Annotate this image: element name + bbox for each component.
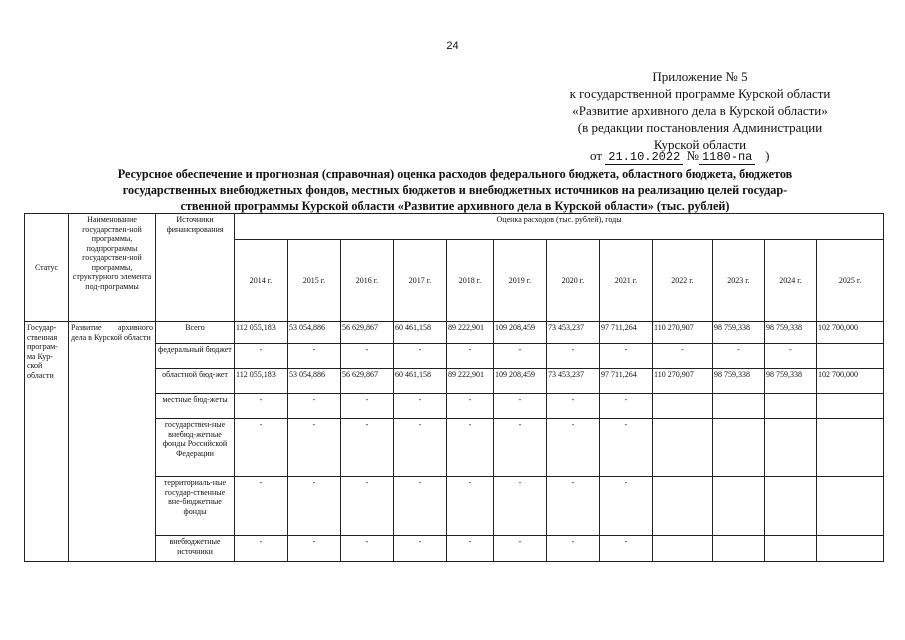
value-cell: - xyxy=(341,394,394,419)
value-cell xyxy=(653,394,713,419)
value-cell xyxy=(713,536,765,562)
value-cell: - xyxy=(547,536,600,562)
value-cell: - xyxy=(394,477,447,536)
value-cell: - xyxy=(394,536,447,562)
value-cell xyxy=(713,477,765,536)
resolution-date: 21.10.2022 xyxy=(605,150,683,165)
value-cell xyxy=(817,536,884,562)
number-prefix: № xyxy=(686,148,699,163)
value-cell xyxy=(653,477,713,536)
value-cell xyxy=(713,394,765,419)
header-sources: Источники финансирования xyxy=(156,214,235,322)
value-cell: - xyxy=(394,394,447,419)
value-cell: - xyxy=(288,344,341,369)
value-cell xyxy=(817,477,884,536)
resolution-date-line xyxy=(590,148,769,164)
header-year: 2023 г. xyxy=(713,240,765,322)
value-cell xyxy=(817,394,884,419)
header-year: 2025 г. xyxy=(817,240,884,322)
appendix-line: (в редакции постановления Администрации xyxy=(577,120,823,135)
source-cell: территориаль-ные государ-ственные вне-бюджетные фонды xyxy=(156,477,235,536)
source-cell: областной бюд-жет xyxy=(156,369,235,394)
appendix-line: Курской области xyxy=(653,137,747,152)
value-cell: 112 055,183 xyxy=(235,369,288,394)
value-cell: - xyxy=(713,344,765,369)
appendix-line: Приложение № 5 xyxy=(652,69,748,84)
value-cell: 53 054,886 xyxy=(288,322,341,344)
value-cell: 102 700,000 xyxy=(817,322,884,344)
source-cell: внебюджетные источники xyxy=(156,536,235,562)
value-cell: - xyxy=(288,419,341,477)
value-cell: 56 629,867 xyxy=(341,322,394,344)
value-cell: - xyxy=(547,477,600,536)
header-year: 2016 г. xyxy=(341,240,394,322)
value-cell: - xyxy=(447,536,494,562)
value-cell: - xyxy=(288,536,341,562)
value-cell: 98 759,338 xyxy=(765,369,817,394)
value-cell: - xyxy=(600,536,653,562)
closing-paren: ) xyxy=(765,148,770,163)
value-cell: 98 759,338 xyxy=(765,322,817,344)
value-cell xyxy=(765,536,817,562)
header-year: 2020 г. xyxy=(547,240,600,322)
value-cell: - xyxy=(447,419,494,477)
value-cell: - xyxy=(394,419,447,477)
table-row xyxy=(25,322,884,344)
value-cell: - xyxy=(494,477,547,536)
value-cell: 73 453,237 xyxy=(547,322,600,344)
title-line: государственных внебюджетных фондов, местных бюджетов и внебюджетных источников на реализацию целей государ- xyxy=(122,183,788,197)
value-cell: - xyxy=(447,477,494,536)
title-line: Ресурсное обеспечение и прогнозная (справочная) оценка расходов федерального бюджета, областного бюджета, бюджетов xyxy=(117,167,793,181)
appendix-header xyxy=(530,68,870,153)
value-cell: - xyxy=(447,394,494,419)
value-cell: - xyxy=(288,394,341,419)
value-cell: - xyxy=(341,536,394,562)
value-cell: - xyxy=(765,344,817,369)
value-cell: - xyxy=(494,344,547,369)
value-cell: 60 461,158 xyxy=(394,322,447,344)
value-cell: - xyxy=(288,477,341,536)
value-cell xyxy=(765,419,817,477)
header-year: 2021 г. xyxy=(600,240,653,322)
value-cell: - xyxy=(341,344,394,369)
value-cell: - xyxy=(235,477,288,536)
value-cell: - xyxy=(653,344,713,369)
value-cell xyxy=(653,419,713,477)
value-cell: 60 461,158 xyxy=(394,369,447,394)
status-cell: Государ-ственная програм-ма Кур-ской области xyxy=(25,322,69,562)
source-cell: Всего xyxy=(156,322,235,344)
value-cell xyxy=(653,536,713,562)
program-name-cell: Развитие архивного дела в Курской области xyxy=(69,322,156,562)
value-cell xyxy=(765,477,817,536)
value-cell: 110 270,907 xyxy=(653,322,713,344)
value-cell: - xyxy=(494,419,547,477)
value-cell: - xyxy=(600,419,653,477)
header-year: 2019 г. xyxy=(494,240,547,322)
value-cell: - xyxy=(341,419,394,477)
value-cell: 110 270,907 xyxy=(653,369,713,394)
date-prefix: от xyxy=(590,148,603,163)
value-cell xyxy=(713,419,765,477)
document-title xyxy=(60,166,850,214)
value-cell: 98 759,338 xyxy=(713,322,765,344)
value-cell: - xyxy=(600,477,653,536)
value-cell: 112 055,183 xyxy=(235,322,288,344)
value-cell: - xyxy=(235,344,288,369)
header-year: 2022 г. xyxy=(653,240,713,322)
value-cell: - xyxy=(547,344,600,369)
value-cell: - xyxy=(235,394,288,419)
value-cell xyxy=(817,419,884,477)
header-year: 2014 г. xyxy=(235,240,288,322)
value-cell: 97 711,264 xyxy=(600,369,653,394)
value-cell xyxy=(765,394,817,419)
value-cell: 56 629,867 xyxy=(341,369,394,394)
value-cell: - xyxy=(547,419,600,477)
value-cell: - xyxy=(235,536,288,562)
value-cell: 53 054,886 xyxy=(288,369,341,394)
value-cell: - xyxy=(341,477,394,536)
source-cell: федеральный бюджет xyxy=(156,344,235,369)
value-cell: - xyxy=(494,536,547,562)
value-cell: 109 208,459 xyxy=(494,322,547,344)
header-year: 2024 г. xyxy=(765,240,817,322)
value-cell: 98 759,338 xyxy=(713,369,765,394)
value-cell: - xyxy=(494,394,547,419)
resource-table xyxy=(24,213,884,562)
header-year: 2018 г. xyxy=(447,240,494,322)
header-estimate: Оценка расходов (тыс. рублей), годы xyxy=(235,214,884,240)
appendix-line: «Развитие архивного дела в Курской области» xyxy=(572,103,828,118)
value-cell: - xyxy=(235,419,288,477)
source-cell: государствен-ные внебюд-жетные фонды Российской Федерации xyxy=(156,419,235,477)
value-cell: - xyxy=(447,344,494,369)
value-cell xyxy=(817,344,884,369)
value-cell: 102 700,000 xyxy=(817,369,884,394)
value-cell: - xyxy=(600,394,653,419)
value-cell: - xyxy=(394,344,447,369)
value-cell: 109 208,459 xyxy=(494,369,547,394)
header-year: 2017 г. xyxy=(394,240,447,322)
appendix-line: к государственной программе Курской области xyxy=(569,86,831,101)
header-year: 2015 г. xyxy=(288,240,341,322)
resolution-number: 1180-па xyxy=(699,150,755,165)
page-number: 24 xyxy=(446,40,459,52)
value-cell: 89 222,901 xyxy=(447,369,494,394)
value-cell: 97 711,264 xyxy=(600,322,653,344)
title-line: ственной программы Курской области «Развитие архивного дела в Курской области» (тыс. рублей) xyxy=(180,199,730,213)
source-cell: местные бюд-жеты xyxy=(156,394,235,419)
header-status: Статус xyxy=(25,214,69,322)
value-cell: 73 453,237 xyxy=(547,369,600,394)
value-cell: 89 222,901 xyxy=(447,322,494,344)
value-cell: - xyxy=(600,344,653,369)
header-name: Наименование государствен-ной программы, подпрограммы государствен-ной программы, структурного элемента под-программы xyxy=(69,214,156,322)
value-cell: - xyxy=(547,394,600,419)
